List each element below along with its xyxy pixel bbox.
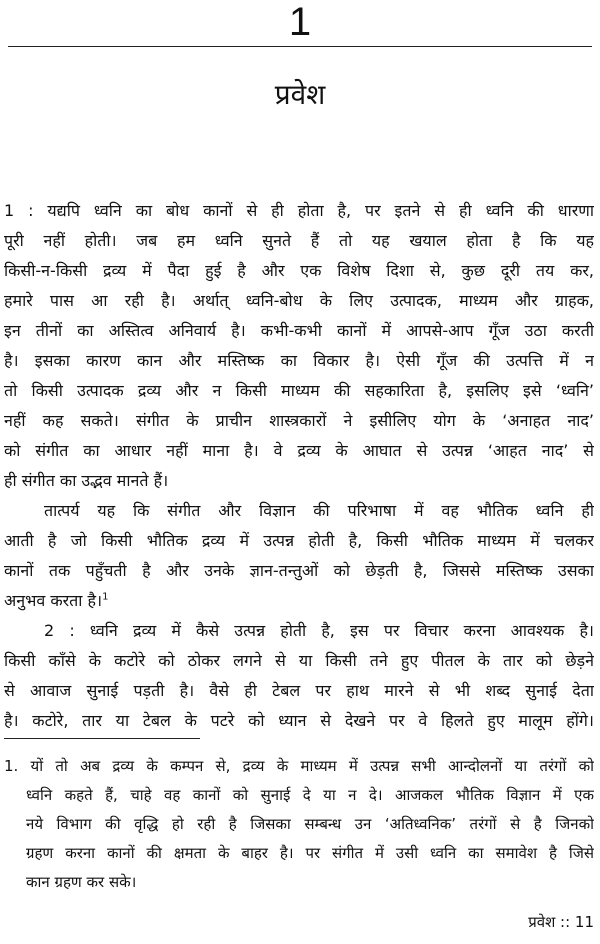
- body-line: [4, 586, 594, 616]
- body-text: [4, 196, 594, 736]
- body-line: किसी काँसे के कटोरे को ठोकर लगने से या किसी तने हुए पीतल के तार को छेड़ने: [4, 651, 594, 670]
- body-line: तात्पर्य यह कि संगीत और विज्ञान की परिभाषा में वह भौतिक ध्वनि ही: [44, 501, 594, 520]
- chapter-number: 1: [288, 0, 312, 44]
- body-line: से आवाज सुनाई पड़ती है। वैसे ही टेबल पर हाथ मारने से भी शब्द सुनाई देता: [4, 681, 594, 700]
- body-line: हमारे पास आ रही है। अर्थात् ध्वनि-बोध के लिए उत्पादक, माध्यम और ग्राहक,: [4, 291, 594, 310]
- body-line: आती है जो किसी भौतिक द्रव्य में उत्पन्न होती है, किसी भौतिक माध्यम में चलकर: [4, 531, 594, 550]
- body-line: किसी-न-किसी द्रव्य में पैदा हुई है और एक विशेष दिशा से, कुछ दूरी तय कर,: [4, 261, 594, 280]
- footnote-line: नये विभाग की वृद्धि हो रही है जिसका सम्बन्ध उन ‘अतिध्वनिक’ तरंगों से है जिनको: [26, 815, 594, 833]
- chapter-title: प्रवेश: [274, 78, 326, 111]
- body-line: कानों तक पहुँचती है और उनके ज्ञान-तन्तुओं को छेड़ती है, जिससे मस्तिष्क उसका: [4, 561, 594, 580]
- footnote-line: ग्रहण करना कानों की क्षमता के बाहर है। पर संगीत में उसी ध्वनि का समावेश है जिसे: [26, 844, 594, 862]
- body-line: है। इसका कारण कान और मस्तिष्क का विकार है। ऐसी गूँज की उत्पत्ति में न: [4, 351, 594, 370]
- body-line: नहीं कह सकते। संगीत के प्राचीन शास्त्रकारों ने इसीलिए योग के ‘अनाहत नाद’: [4, 411, 594, 430]
- chapter-divider: [8, 46, 592, 47]
- body-line: ही संगीत का उद्भव मानते हैं।: [4, 471, 169, 490]
- footnote-line: 1. यों तो अब द्रव्य के कम्पन से, द्रव्य के माध्यम में उत्पन्न सभी आन्दोलनों या तरंगों को: [4, 757, 594, 775]
- footnote-line: ध्वनि कहते हैं, चाहे वह कानों को सुनाई दे या न दे। आजकल भौतिक विज्ञान में एक: [26, 786, 594, 804]
- body-line: है। कटोरे, तार या टेबल के पटरे को ध्यान से देखने पर वे हिलते हुए मालूम होंगे।: [4, 711, 594, 730]
- page-footer: प्रवेश :: 11: [528, 913, 594, 931]
- body-line: पूरी नहीं होती। जब हम ध्वनि सुनते हैं तो यह खयाल होता है कि यह: [4, 231, 594, 250]
- footnote: [4, 752, 594, 897]
- body-line: 1 : यद्यपि ध्वनि का बोध कानों से ही होता है, पर इतने से ही ध्वनि की धारणा: [4, 201, 594, 220]
- body-line: को संगीत का आधार नहीं माना है। वे द्रव्य के आघात से उत्पन्न ‘आहत नाद’ से: [4, 441, 594, 460]
- body-line: इन तीनों का अस्तित्व अनिवार्य है। कभी-कभी कानों में आपसे-आप गूँज उठा करती: [4, 321, 594, 340]
- body-line-text: अनुभव करता है।: [4, 591, 103, 610]
- body-line: 2 : ध्वनि द्रव्य में कैसे उत्पन्न होती है, इस पर विचार करना आवश्यक है।: [44, 621, 594, 640]
- body-line: तो किसी उत्पादक द्रव्य और न किसी माध्यम की सहकारिता है, इसलिए इसे ‘ध्वनि’: [4, 381, 594, 400]
- footnote-divider: [4, 738, 200, 739]
- footnote-marker: 1: [102, 591, 109, 603]
- footnote-line: कान ग्रहण कर सके।: [26, 873, 137, 891]
